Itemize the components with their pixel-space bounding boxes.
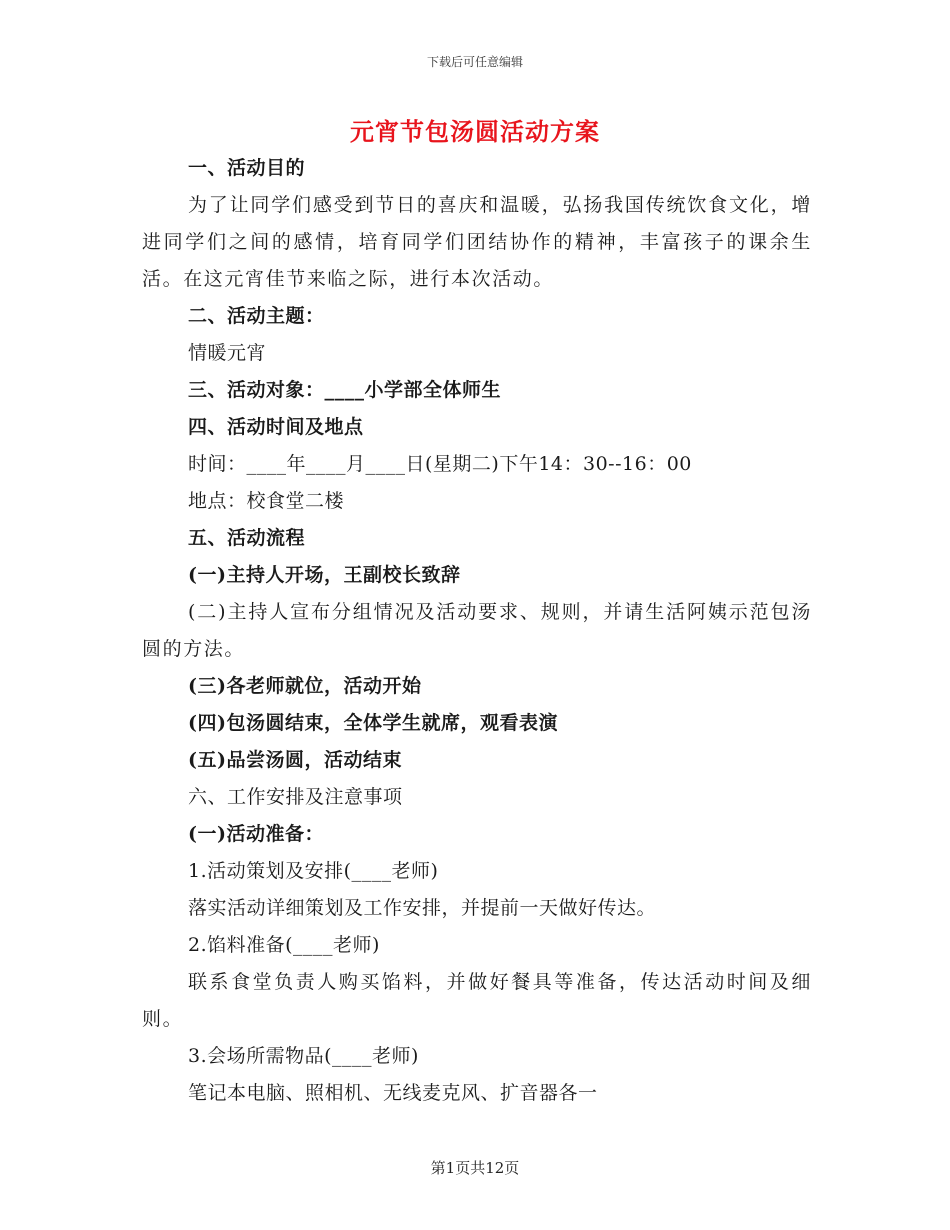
header-note: 下载后可任意编辑 (426, 55, 523, 69)
item-venue-supplies: 3.会场所需物品(____老师) (188, 1045, 419, 1067)
paragraph-purpose: 为了让同学们感受到节日的喜庆和温暖，弘扬我国传统饮食文化，增进同学们之间的感情，培育同学们团结协作的精神，丰富孩子的课余生活。在这元宵佳节来临之际，进行本次活动。 (142, 194, 812, 290)
section-heading-process: 五、活动流程 (188, 527, 306, 549)
section-heading-arrangements: 六、工作安排及注意事项 (188, 786, 403, 808)
section-heading-theme: 二、活动主题： (188, 305, 325, 327)
process-step-3: (三)各老师就位，活动开始 (188, 675, 422, 697)
item-fillings-desc: 联系食堂负责人购买馅料，并做好餐具等准备，传达活动时间及细则。 (142, 971, 812, 1030)
theme-text: 情暖元宵 (188, 342, 267, 364)
item-fillings: 2.馅料准备(____老师) (188, 934, 380, 956)
section-heading-purpose: 一、活动目的 (188, 157, 306, 179)
process-step-2: (二)主持人宣布分组情况及活动要求、规则，并请生活阿姨示范包汤圆的方法。 (142, 601, 812, 660)
process-step-4: (四)包汤圆结束，全体学生就席，观看表演 (188, 712, 558, 734)
document-body (142, 150, 812, 1112)
section-heading-audience: 三、活动对象：____小学部全体师生 (188, 379, 502, 401)
time-text: 时间：____年____月____日(星期二)下午14：30--16：00 (188, 453, 692, 475)
section-heading-time-place: 四、活动时间及地点 (188, 416, 364, 438)
process-step-1: (一)主持人开场，王副校长致辞 (188, 564, 461, 586)
page-footer: 第1页共12页 (430, 1159, 520, 1177)
item-venue-supplies-desc: 笔记本电脑、照相机、无线麦克风、扩音器各一 (188, 1082, 598, 1104)
item-planning: 1.活动策划及安排(____老师) (188, 860, 439, 882)
subheading-preparation: (一)活动准备： (188, 823, 324, 845)
place-text: 地点：校食堂二楼 (188, 490, 345, 512)
process-step-5: (五)品尝汤圆，活动结束 (188, 749, 402, 771)
document-title: 元宵节包汤圆活动方案 (350, 117, 600, 146)
item-planning-desc: 落实活动详细策划及工作安排，并提前一天做好传达。 (188, 897, 657, 919)
